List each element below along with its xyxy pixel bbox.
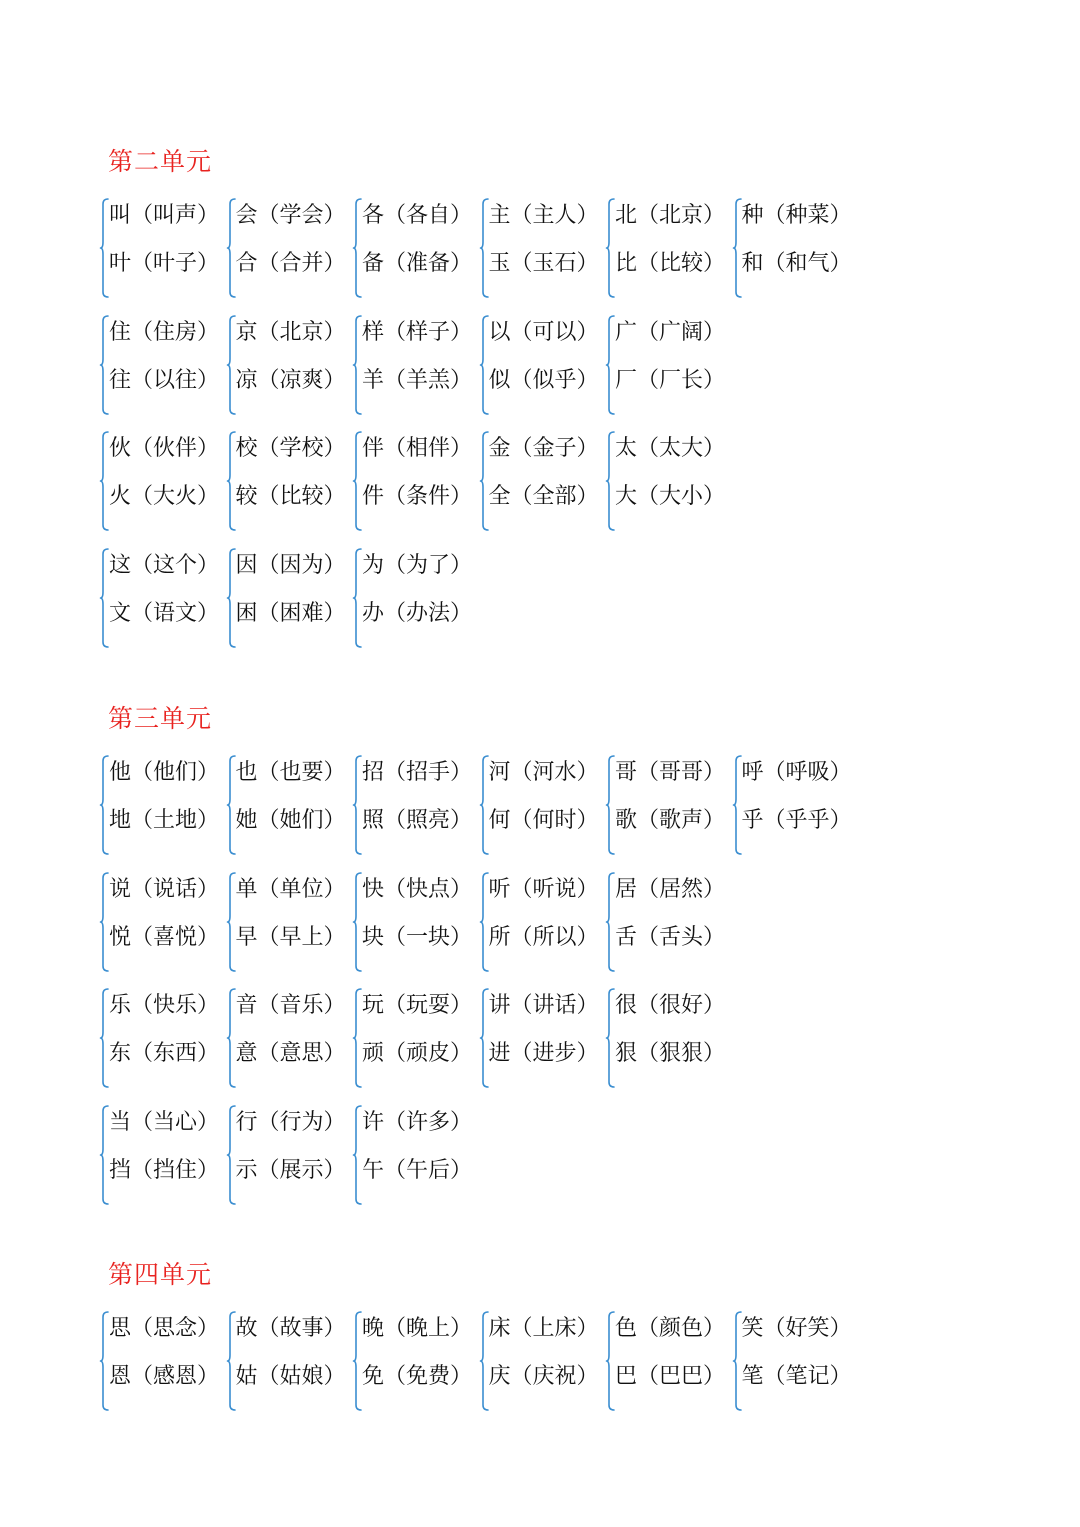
brace-icon — [353, 872, 362, 972]
brace-icon — [100, 315, 109, 415]
character-word-top: 音（音乐） — [235, 993, 346, 1018]
character-pair — [100, 198, 227, 298]
brace-icon — [100, 755, 109, 855]
character-word-top: 说（说话） — [109, 876, 220, 902]
character-word-bottom: 恩（感恩） — [109, 1364, 220, 1389]
character-word-top: 样（样子） — [362, 319, 473, 345]
character-word-top: 主（主人） — [488, 203, 599, 228]
character-word-bottom: 玉（玉石） — [488, 251, 599, 276]
character-pair — [353, 988, 480, 1088]
character-word-top: 听（听说） — [488, 876, 599, 902]
brace-icon — [353, 431, 362, 531]
character-pair — [353, 431, 480, 531]
character-pair — [733, 755, 860, 855]
character-pair-row — [100, 1311, 1000, 1411]
brace-icon — [100, 1105, 109, 1205]
character-word-top: 晚（晚上） — [362, 1316, 473, 1341]
character-word-top: 哥（哥哥） — [615, 760, 726, 785]
character-pair — [353, 1105, 480, 1205]
brace-icon — [480, 988, 489, 1088]
character-pair — [733, 198, 860, 298]
character-pair — [227, 198, 354, 298]
character-pair — [227, 548, 354, 648]
character-word-bottom: 照（照亮） — [362, 808, 473, 833]
character-word-top: 校（学校） — [235, 436, 346, 461]
brace-icon — [606, 1311, 615, 1411]
brace-icon — [480, 431, 489, 531]
brace-icon — [733, 1311, 742, 1411]
character-pair — [606, 988, 733, 1088]
character-pair — [353, 872, 480, 972]
brace-icon — [100, 198, 109, 298]
character-word-top: 伴（相伴） — [362, 436, 473, 461]
brace-icon — [606, 755, 615, 855]
character-word-bottom: 羊（羊羔） — [362, 367, 473, 393]
character-word-bottom: 块（一块） — [362, 924, 473, 950]
character-pair — [606, 315, 733, 415]
character-word-top: 行（行为） — [235, 1109, 346, 1135]
character-pair — [606, 1311, 733, 1411]
brace-icon — [353, 548, 362, 648]
character-pair — [227, 431, 354, 531]
character-pair — [353, 1311, 480, 1411]
brace-icon — [227, 198, 236, 298]
character-word-bottom: 东（东西） — [109, 1041, 220, 1066]
brace-icon — [100, 548, 109, 648]
character-word-bottom: 困（困难） — [235, 600, 346, 626]
character-pair — [606, 431, 733, 531]
character-word-top: 许（许多） — [362, 1109, 473, 1135]
brace-icon — [227, 1311, 236, 1411]
character-word-top: 各（各自） — [362, 203, 473, 228]
character-pair — [480, 988, 607, 1088]
character-word-top: 广（广阔） — [615, 319, 726, 345]
character-word-top: 会（学会） — [235, 203, 346, 228]
character-pair-row — [100, 755, 1000, 855]
character-pair — [100, 548, 227, 648]
character-pair — [353, 755, 480, 855]
character-word-top: 京（北京） — [235, 319, 346, 345]
character-word-top: 乐（快乐） — [109, 993, 220, 1018]
character-word-top: 北（北京） — [615, 203, 726, 228]
character-word-top: 叫（叫声） — [109, 203, 220, 228]
character-word-top: 这（这个） — [109, 552, 220, 578]
character-word-bottom: 免（免费） — [362, 1364, 473, 1389]
character-pair — [100, 872, 227, 972]
unit-title: 第二单元 — [108, 147, 213, 176]
character-word-top: 玩（玩耍） — [362, 993, 473, 1018]
character-word-top: 种（种菜） — [741, 203, 852, 228]
character-word-bottom: 狠（狠狠） — [615, 1041, 726, 1066]
character-pair — [480, 872, 607, 972]
character-word-bottom: 舌（舌头） — [615, 924, 726, 950]
character-word-top: 讲（讲话） — [488, 993, 599, 1018]
brace-icon — [733, 755, 742, 855]
character-pair — [480, 755, 607, 855]
brace-icon — [100, 1311, 109, 1411]
character-word-bottom: 巴（巴巴） — [615, 1364, 726, 1389]
brace-icon — [606, 198, 615, 298]
character-word-bottom: 意（意思） — [235, 1041, 346, 1066]
character-word-bottom: 庆（庆祝） — [488, 1364, 599, 1389]
character-pair-row — [100, 548, 1000, 648]
character-pair — [100, 1105, 227, 1205]
brace-icon — [227, 548, 236, 648]
character-word-bottom: 比（比较） — [615, 251, 726, 276]
character-pair — [353, 548, 480, 648]
brace-icon — [353, 755, 362, 855]
character-word-top: 当（当心） — [109, 1109, 220, 1135]
brace-icon — [480, 1311, 489, 1411]
brace-icon — [606, 315, 615, 415]
character-word-bottom: 大（大小） — [615, 484, 726, 509]
character-word-bottom: 较（比较） — [235, 484, 346, 509]
character-pair — [227, 755, 354, 855]
character-pair — [480, 315, 607, 415]
character-word-top: 单（单位） — [235, 876, 346, 902]
brace-icon — [100, 872, 109, 972]
character-word-bottom: 似（似乎） — [488, 367, 599, 393]
character-word-bottom: 挡（挡住） — [109, 1157, 220, 1183]
character-word-bottom: 叶（叶子） — [109, 251, 220, 276]
brace-icon — [100, 988, 109, 1088]
character-pair-row — [100, 315, 1000, 415]
character-pair — [480, 431, 607, 531]
brace-icon — [606, 872, 615, 972]
character-pair-row — [100, 1105, 1000, 1205]
character-pair — [480, 1311, 607, 1411]
character-word-top: 招（招手） — [362, 760, 473, 785]
brace-icon — [480, 755, 489, 855]
brace-icon — [480, 872, 489, 972]
brace-icon — [227, 315, 236, 415]
character-word-bottom: 悦（喜悦） — [109, 924, 220, 950]
brace-icon — [353, 198, 362, 298]
character-pair — [480, 198, 607, 298]
unit-title: 第三单元 — [108, 704, 213, 733]
character-word-bottom: 顽（顽皮） — [362, 1041, 473, 1066]
brace-icon — [227, 755, 236, 855]
character-word-bottom: 合（合并） — [235, 251, 346, 276]
character-word-top: 也（也要） — [235, 760, 346, 785]
character-pair — [100, 315, 227, 415]
brace-icon — [606, 431, 615, 531]
character-word-top: 以（可以） — [488, 319, 599, 345]
character-pair-row — [100, 198, 1000, 298]
brace-icon — [227, 872, 236, 972]
character-pair — [100, 755, 227, 855]
character-word-top: 住（住房） — [109, 319, 220, 345]
brace-icon — [733, 198, 742, 298]
character-word-top: 色（颜色） — [615, 1316, 726, 1341]
character-word-top: 他（他们） — [109, 760, 220, 785]
character-word-top: 呼（呼吸） — [741, 760, 852, 785]
character-word-bottom: 示（展示） — [235, 1157, 346, 1183]
character-pair-row — [100, 872, 1000, 972]
character-word-top: 伙（伙伴） — [109, 436, 220, 461]
brace-icon — [353, 315, 362, 415]
character-word-bottom: 姑（姑娘） — [235, 1364, 346, 1389]
character-word-top: 床（上床） — [488, 1316, 599, 1341]
character-word-bottom: 何（何时） — [488, 808, 599, 833]
character-word-bottom: 厂（厂长） — [615, 367, 726, 393]
character-word-top: 为（为了） — [362, 552, 473, 578]
brace-icon — [353, 1311, 362, 1411]
character-pair — [606, 872, 733, 972]
brace-icon — [227, 1105, 236, 1205]
character-word-bottom: 办（办法） — [362, 600, 473, 626]
character-pair-row — [100, 988, 1000, 1088]
character-word-top: 笑（好笑） — [741, 1316, 852, 1341]
character-word-bottom: 件（条件） — [362, 484, 473, 509]
character-word-bottom: 早（早上） — [235, 924, 346, 950]
character-pair — [100, 431, 227, 531]
character-word-bottom: 凉（凉爽） — [235, 367, 346, 393]
character-pair — [100, 1311, 227, 1411]
unit-title: 第四单元 — [108, 1260, 213, 1289]
character-pair — [227, 872, 354, 972]
character-word-bottom: 火（大火） — [109, 484, 220, 509]
brace-icon — [480, 315, 489, 415]
character-word-top: 居（居然） — [615, 876, 726, 902]
character-word-top: 故（故事） — [235, 1316, 346, 1341]
character-word-bottom: 往（以往） — [109, 367, 220, 393]
brace-icon — [480, 198, 489, 298]
character-pair — [733, 1311, 860, 1411]
character-word-top: 因（因为） — [235, 552, 346, 578]
brace-icon — [227, 431, 236, 531]
character-pair — [353, 315, 480, 415]
character-pair — [227, 1311, 354, 1411]
character-word-bottom: 地（土地） — [109, 808, 220, 833]
character-pair — [353, 198, 480, 298]
brace-icon — [606, 988, 615, 1088]
character-pair — [227, 988, 354, 1088]
character-word-top: 河（河水） — [488, 760, 599, 785]
character-word-bottom: 所（所以） — [488, 924, 599, 950]
character-pair — [227, 315, 354, 415]
character-word-top: 金（金子） — [488, 436, 599, 461]
brace-icon — [353, 1105, 362, 1205]
character-pair-row — [100, 431, 1000, 531]
character-word-top: 太（太大） — [615, 436, 726, 461]
character-pair — [100, 988, 227, 1088]
character-pair — [606, 755, 733, 855]
character-word-top: 思（思念） — [109, 1316, 220, 1341]
character-pair — [606, 198, 733, 298]
character-word-bottom: 文（语文） — [109, 600, 220, 626]
character-word-bottom: 和（和气） — [741, 251, 852, 276]
character-word-bottom: 备（准备） — [362, 251, 473, 276]
character-word-top: 快（快点） — [362, 876, 473, 902]
character-word-bottom: 进（进步） — [488, 1041, 599, 1066]
character-word-bottom: 全（全部） — [488, 484, 599, 509]
character-pair — [227, 1105, 354, 1205]
character-word-bottom: 她（她们） — [235, 808, 346, 833]
brace-icon — [353, 988, 362, 1088]
character-word-bottom: 歌（歌声） — [615, 808, 726, 833]
brace-icon — [100, 431, 109, 531]
character-word-bottom: 乎（乎乎） — [741, 808, 852, 833]
character-word-bottom: 笔（笔记） — [741, 1364, 852, 1389]
character-word-bottom: 午（午后） — [362, 1157, 473, 1183]
character-word-top: 很（很好） — [615, 993, 726, 1018]
brace-icon — [227, 988, 236, 1088]
